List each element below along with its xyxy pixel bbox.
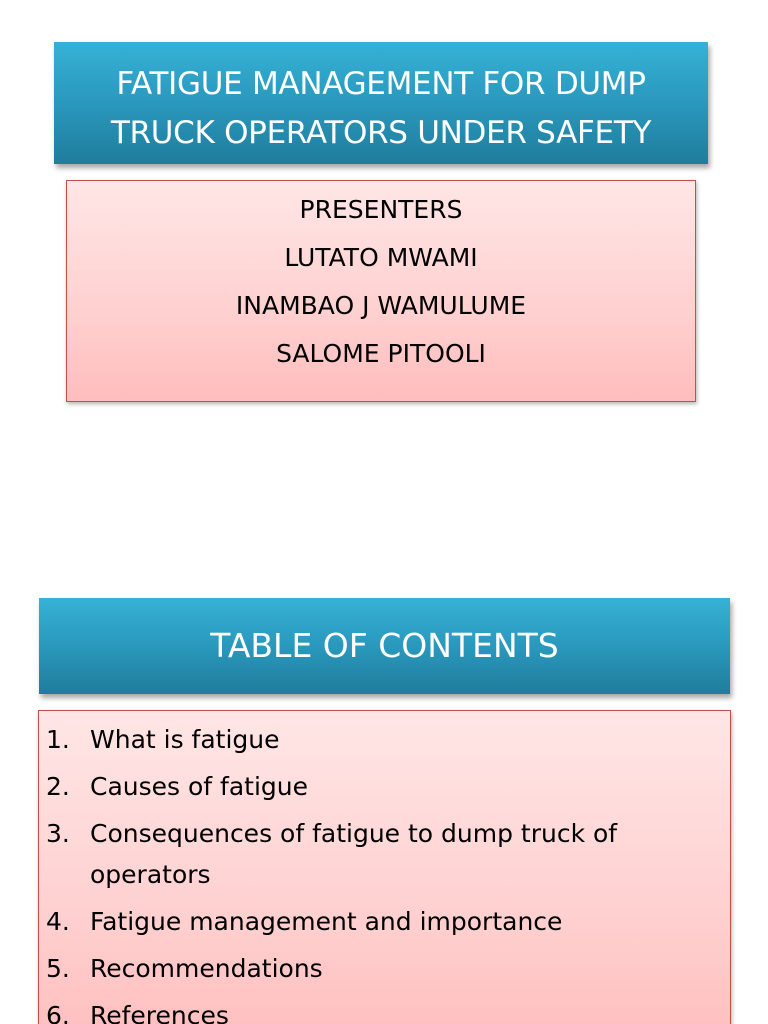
toc-item	[39, 948, 730, 989]
toc-item	[39, 766, 730, 807]
toc-item-number: 4.	[46, 907, 70, 936]
presenter-name: LUTATO MWAMI	[284, 243, 478, 272]
toc-item-number: 1.	[46, 725, 70, 754]
toc-item-text: Consequences of fatigue to dump truck of operators	[90, 819, 618, 889]
toc-item-text: Recommendations	[90, 954, 323, 983]
toc-item	[39, 901, 730, 942]
presenters-heading: PRESENTERS	[299, 195, 463, 224]
presenter-name: INAMBAO J WAMULUME	[235, 291, 527, 320]
slide-title-box	[54, 42, 708, 164]
slide-title-line-1: FATIGUE MANAGEMENT FOR DUMP	[116, 66, 646, 102]
toc-item-text: Causes of fatigue	[90, 772, 309, 801]
presenters-box	[66, 180, 696, 402]
toc-list	[38, 710, 731, 1024]
toc-item-text: What is fatigue	[90, 725, 280, 754]
toc-item	[39, 813, 730, 895]
toc-item-number: 3.	[46, 819, 70, 848]
toc-item-number: 2.	[46, 772, 70, 801]
toc-item-number: 6.	[46, 1001, 70, 1024]
toc-item-number: 5.	[46, 954, 70, 983]
toc-item	[39, 995, 730, 1024]
toc-item	[39, 719, 730, 760]
toc-item-text: References	[90, 1001, 229, 1024]
slide-title-line-2: TRUCK OPERATORS UNDER SAFETY	[110, 115, 652, 151]
toc-title: TABLE OF CONTENTS	[210, 626, 559, 665]
toc-item-text: Fatigue management and importance	[90, 907, 563, 936]
presenter-name: SALOME PITOOLI	[276, 339, 486, 368]
toc-title-box	[39, 598, 730, 694]
